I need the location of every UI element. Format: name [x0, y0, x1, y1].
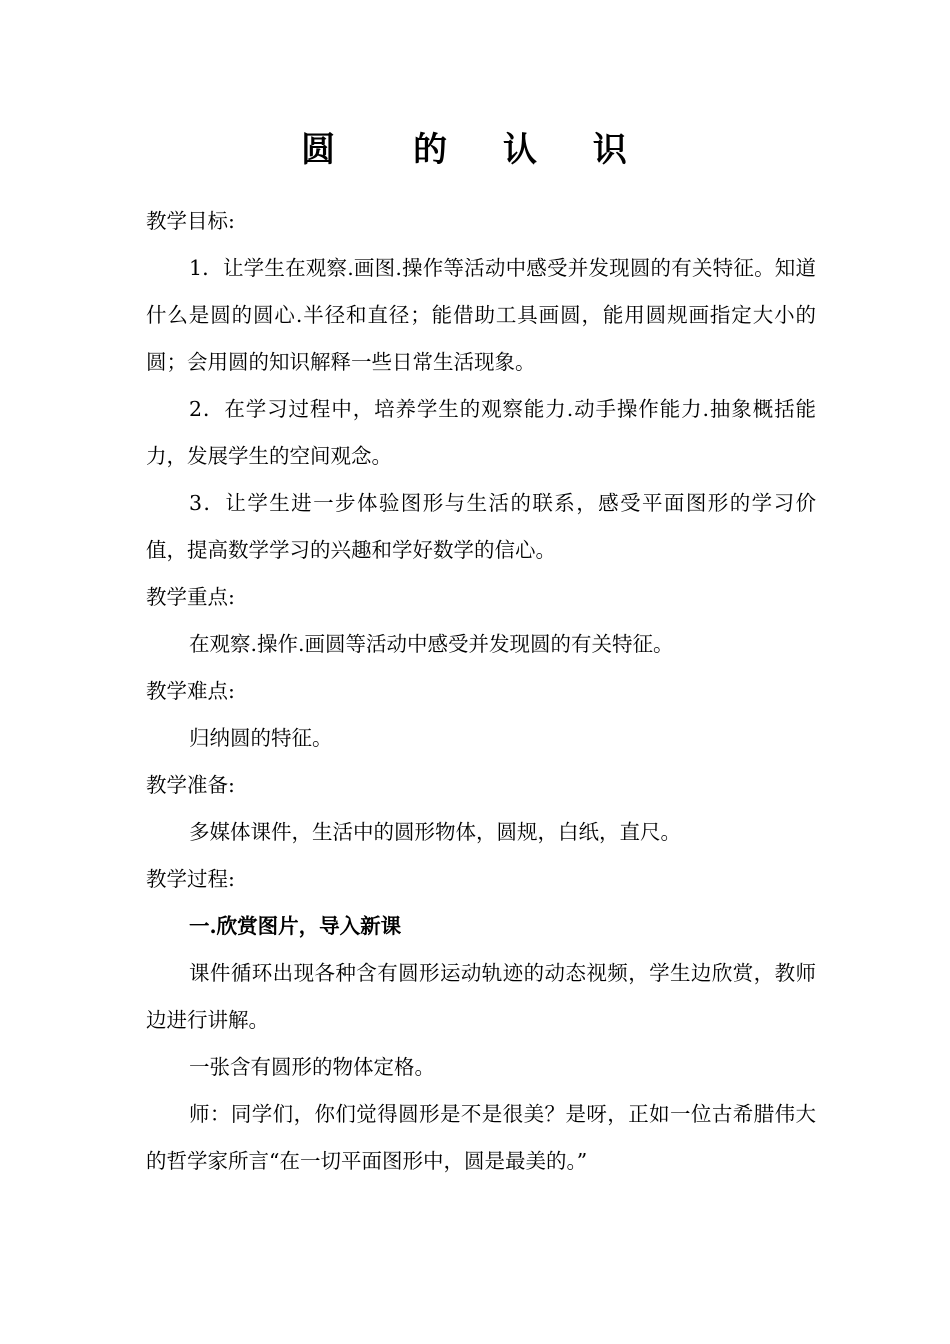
objectives-heading: 教学目标: [146, 209, 235, 233]
step-1-paragraph-3: 师：同学们，你们觉得圆形是不是很美？是呀，正如一位古希腊伟大的哲学家所言“在一切平面图形中，圆是最美的。” [146, 1102, 816, 1173]
objective-2: 2．在学习过程中，培养学生的观察能力.动手操作能力.抽象概括能力，发展学生的空间观念。 [146, 397, 816, 468]
preparation-heading: 教学准备: [146, 773, 235, 797]
step-1-heading: 一.欣赏图片，导入新课 [189, 914, 402, 938]
objective-1: 1．让学生在观察.画图.操作等活动中感受并发现圆的有关特征。知道什么是圆的圆心.半径和直径；能借助工具画圆，能用圆规画指定大小的圆；会用圆的知识解释一些日常生活现象。 [146, 256, 816, 374]
step-1-paragraph-2: 一张含有圆形的物体定格。 [189, 1055, 435, 1079]
key-points-heading: 教学重点: [146, 585, 235, 609]
document-body [146, 198, 816, 1185]
preparation-text: 多媒体课件，生活中的圆形物体，圆规，白纸，直尺。 [189, 820, 681, 844]
step-1-paragraph-1: 课件循环出现各种含有圆形运动轨迹的动态视频，学生边欣赏，教师边进行讲解。 [146, 961, 816, 1032]
document-title: 圆 的 认 识 [301, 130, 649, 170]
key-points-text: 在观察.操作.画圆等活动中感受并发现圆的有关特征。 [189, 632, 674, 656]
difficulty-heading: 教学难点: [146, 679, 235, 703]
difficulty-text: 归纳圆的特征。 [189, 726, 333, 750]
process-heading: 教学过程: [146, 867, 235, 891]
objective-3: 3．让学生进一步体验图形与生活的联系，感受平面图形的学习价值，提高数学学习的兴趣和学好数学的信心。 [146, 491, 816, 562]
